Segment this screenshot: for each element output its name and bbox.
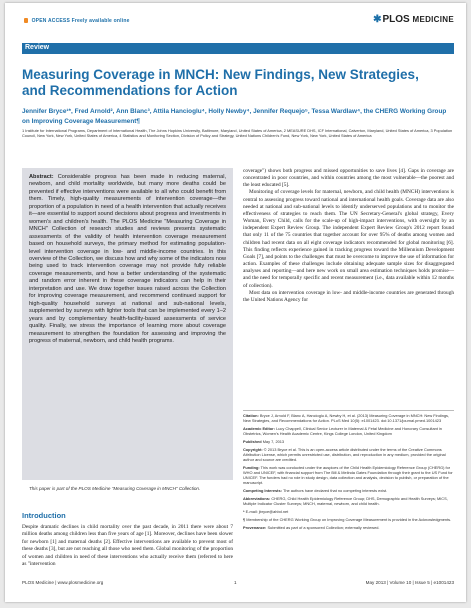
footer-journal[interactable]: PLOS Medicine | www.plosmedicine.org [22,580,104,585]
body-paragraph-1: coverage") shows both progress and missed opportunities to save lives [4]. Gaps in coverage are concentrated in poor countries, and within countries among the most vulnerable—the poorest and the least educated [5]. [243,168,454,189]
open-access-text: OPEN ACCESS Freely available online [31,18,130,24]
meta-copyright: Copyright: © 2013 Bryce et al. This is an open-access article distributed under the terms of the Creative Commons Attribution License, which permits unrestricted use, distribution, and reproduction in any medium, provided the original author and source are credited. [243,447,446,462]
open-lock-icon [24,18,28,23]
author-list: Jennifer Bryce¹*, Fred Arnold², Ann Blanc³, Attila Hancioglu⁴, Holly Newby⁴, Jennifer Requejo⁵, Tessa Wardlaw⁴, the CHERG Working Group on Improving Coverage Measurement¶ [22,108,447,125]
meta-academic-editor: Academic Editor: Lucy Chappell, Clinical Senior Lecturer in Maternal & Fetal Medicine and Honorary Consultant in Obstetrics, Women's Health Academic Centre, Kings College London, United Kingdom [243,426,442,436]
article-type-label: Review [25,44,50,51]
open-access-notice[interactable] [22,18,130,24]
logo-text: PLOS [382,14,410,25]
introduction-heading: Introduction [22,511,66,520]
body-paragraph-2: Monitoring of coverage levels for maternal, newborn, and child health (MNCH) interventions is central to assessing progress toward national and international health goals. Coverage data are also needed at national and sub-national levels to identify underserved populations and to monitor the effectiveness of strategies to reach them. The UN Secretary-General's global strategy, Every Woman, Every Child, calls for the scale-up of high-impact interventions, with oversight by an independent Expert Review Group. The independent Expert Review Group's 2012 report found that only 11 of the 75 countries that together account for over 95% of deaths among women and children had recent data on all eight coverage indicators recommended for global monitoring [6]. This finding reflects experience gained in tracking progress toward the Millennium Development Goals [7], and points to the challenges that must be overcome to improve the use of information for action. Examples of these challenges include obtaining adequate sample sizes for disaggregated analyses and reporting—and here new work on small area estimation techniques holds promise—and the need for temporally specific and recent measurement (i.e., data available within 12 months of collection). [243,189,454,289]
meta-competing-interests: Competing Interests: The authors have declared that no competing interests exist. [243,488,388,493]
affiliations: 1 Institute for International Programs, Department of International Health, The Johns Hopkins University, Baltimore, Maryland, United States of America, 2 MEASURE DHS, ICF International, Calverton, Maryland, United States of America, 3 Population Council, New York, New York, United States of America, 4 Statistics and Monitoring Section, Division of Policy and Strategy, United Nations Children's Fund, New York, New York, United States of America [22,128,453,139]
plos-logo-icon: ✱ [373,14,382,25]
meta-funding: Funding: This work was conducted under the auspices of the Child Health Epidemiology Reference Group (CHERG) for WHO and UNICEF, with financial support from The Bill & Melinda Gates Foundation through their grant to the US Fund for UNICEF. The funders had no role in study design, data collection and analysis, decision to publish, or preparation of the manuscript. [243,465,453,485]
article-metadata [243,410,454,533]
journal-header [22,14,454,28]
footer-issue: May 2013 | Volume 10 | Issue 5 | e1001423 [365,580,454,585]
abstract-paragraph [29,174,226,345]
abstract-box [22,168,233,480]
article-page [5,3,466,602]
body-paragraph-3: Most data on intervention coverage in low- and middle-income countries are generated through the United Nations Agency for [243,289,454,303]
article-title: Measuring Coverage in MNCH: New Findings, New Strategies, and Recommendations for Action [22,67,419,98]
right-column-body [243,168,454,304]
meta-email[interactable]: * E-mail: jbryce@ahbd.net [243,509,289,514]
meta-provenance: Provenance: Submitted as part of a sponsored Collection; externally reviewed. [243,525,380,530]
article-type-banner [22,43,454,54]
abstract-text: Considerable progress has been made in reducing maternal, newborn, and child mortality worldwide, but many more deaths could be prevented if effective interventions were available to all who could benefit from them. Timely, high-quality measurements of intervention coverage—the proportion of a population in need of a health intervention that actually receives it—are essential to support sound decisions about progress and investments in women's and children's health. The PLOS Medicine "Measuring Coverage in MNCH" Collection of research studies and reviews presents systematic assessments of the validity of health intervention coverage measurement based on household surveys, the primary method for estimating population-level intervention coverage in low- and middle-income countries. In this overview of the Collection, we discuss how and why some of the indicators now being used to track intervention coverage may not provide fully reliable coverage measurements, and how a better understanding of the systematic and random error inherent in these coverage indicators can help in their interpretation and use. We draw together issues raised across the Collection for improving coverage measurement, and recommend continued support for high-quality household surveys at national and sub-national levels, supplemented by surveys with lighter tools that can be implemented every 1–2 years and by complementary health-facility-based assessments of service quality. Finally, we stress the importance of learning more about coverage measurement to strengthen the foundation for assessing and improving the progress of maternal, newborn, and child health programs. [29,174,226,344]
meta-published: Published May 7, 2013 [243,439,285,444]
meta-abbreviations: Abbreviations: CHERG, Child Health Epidemiology Reference Group; DHS, Demographic and Health Surveys; MICS, Multiple Indicator Cluster Surveys; MNCH, maternal, newborn, and child health. [243,496,448,506]
plos-logo[interactable] [373,14,454,25]
logo-sub: MEDICINE [412,15,454,24]
abstract-label: Abstract: [29,174,54,180]
meta-membership: ¶ Membership of the CHERG Working Group on Improving Coverage Measurement is provided in the Acknowledgments. [243,517,452,522]
collection-note: This paper is part of the PLOS Medicine "Measuring Coverage in MNCH" Collection. [29,486,201,491]
footer-page-number: 1 [234,580,237,585]
introduction-text: Despite dramatic declines in child mortality over the past decade, in 2011 there were about 7 million deaths among children less than five years of age [1]. Moreover, declines have been slower for newborn [1] and maternal deaths [2]. Effective interventions are available to prevent most of these deaths [3], but are not reaching all those who need them. Global monitoring of the proportion of women and children in need of these interventions who actually receive them (referred to here as "intervention [22,524,233,568]
meta-citation: Citation: Bryce J, Arnold F, Blanc A, Hancioglu A, Newby H, et al. (2013) Measuring Coverage in MNCH: New Findings, New Strategies, and Recommendations for Action. PLoS Med 10(5): e1001423. doi:10.1371/journal.pmed.1001423 [243,413,450,423]
